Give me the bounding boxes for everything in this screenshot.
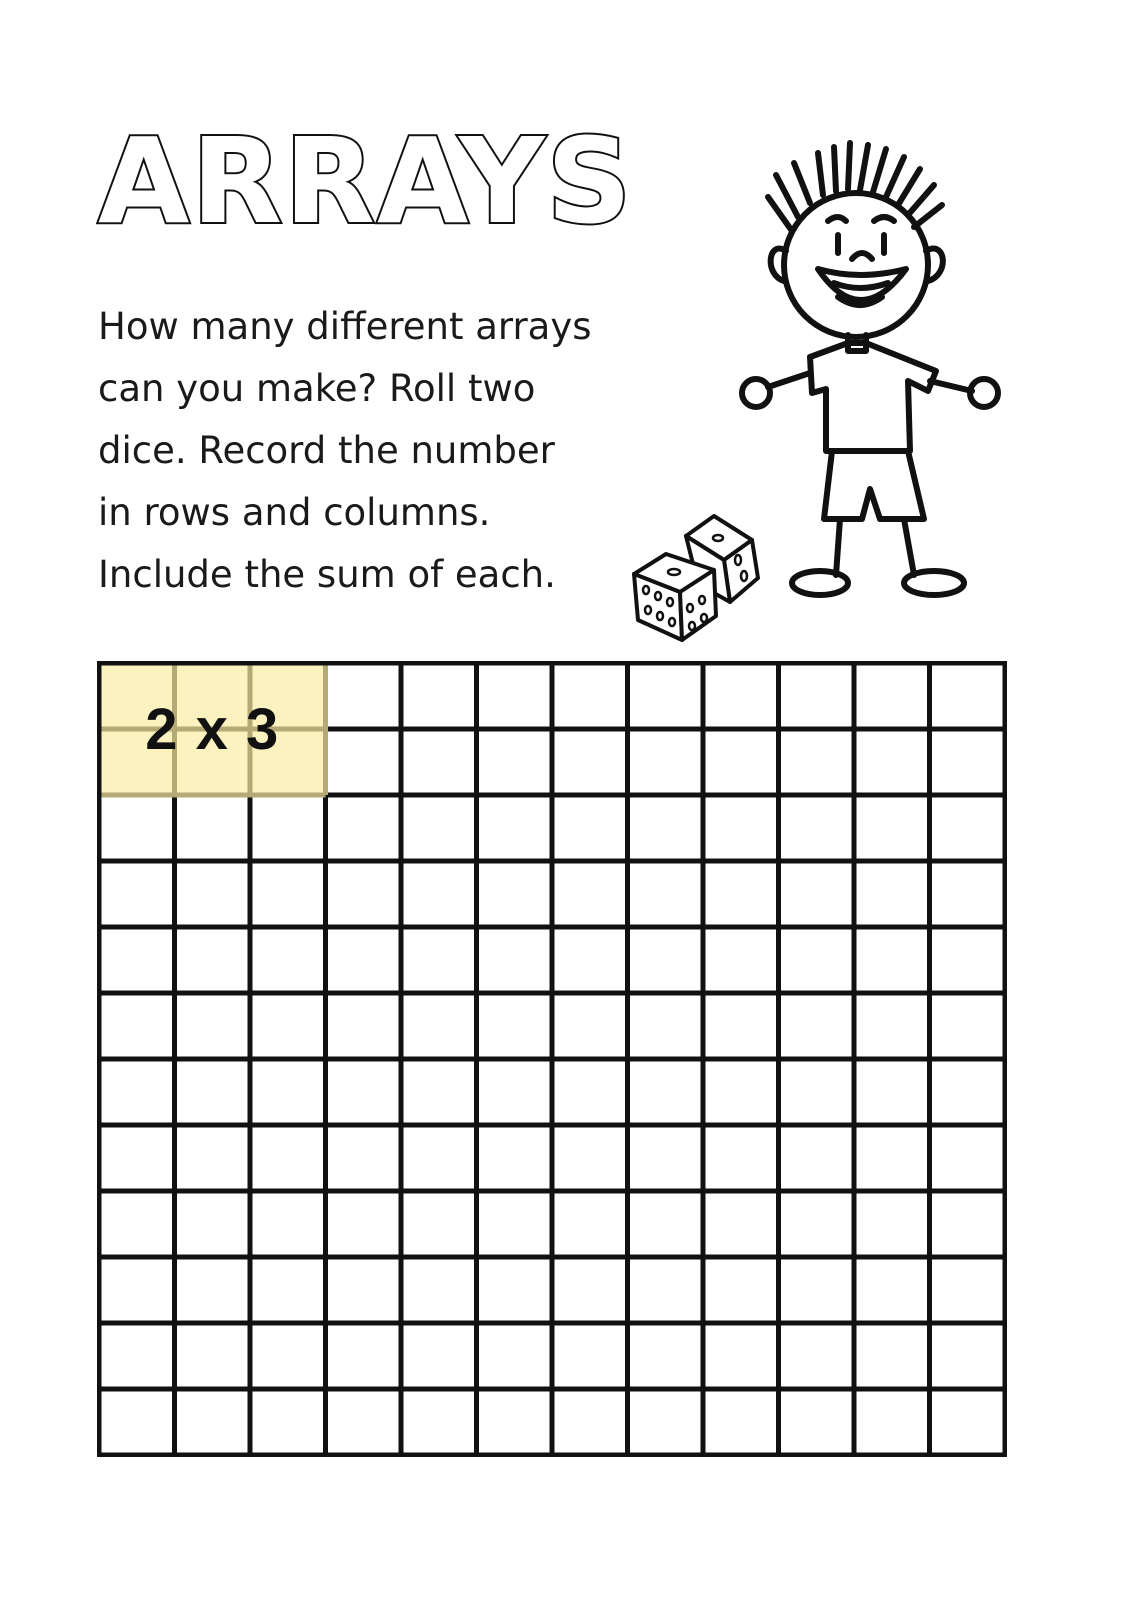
instruction-line: in rows and columns. — [98, 491, 491, 534]
dice-pair-icon — [628, 510, 768, 650]
instruction-line: Include the sum of each. — [98, 553, 556, 596]
instruction-line: How many different arrays — [98, 305, 592, 348]
array-grid — [97, 661, 1007, 1457]
boy-stick-figure-illustration — [728, 135, 1018, 615]
instructions-text — [98, 296, 658, 606]
example-array-label: 2 x 3 — [145, 696, 280, 762]
instruction-line: can you make? Roll two — [98, 367, 536, 410]
instruction-line: dice. Record the number — [98, 429, 555, 472]
page-title: ARRAYS — [98, 112, 634, 250]
